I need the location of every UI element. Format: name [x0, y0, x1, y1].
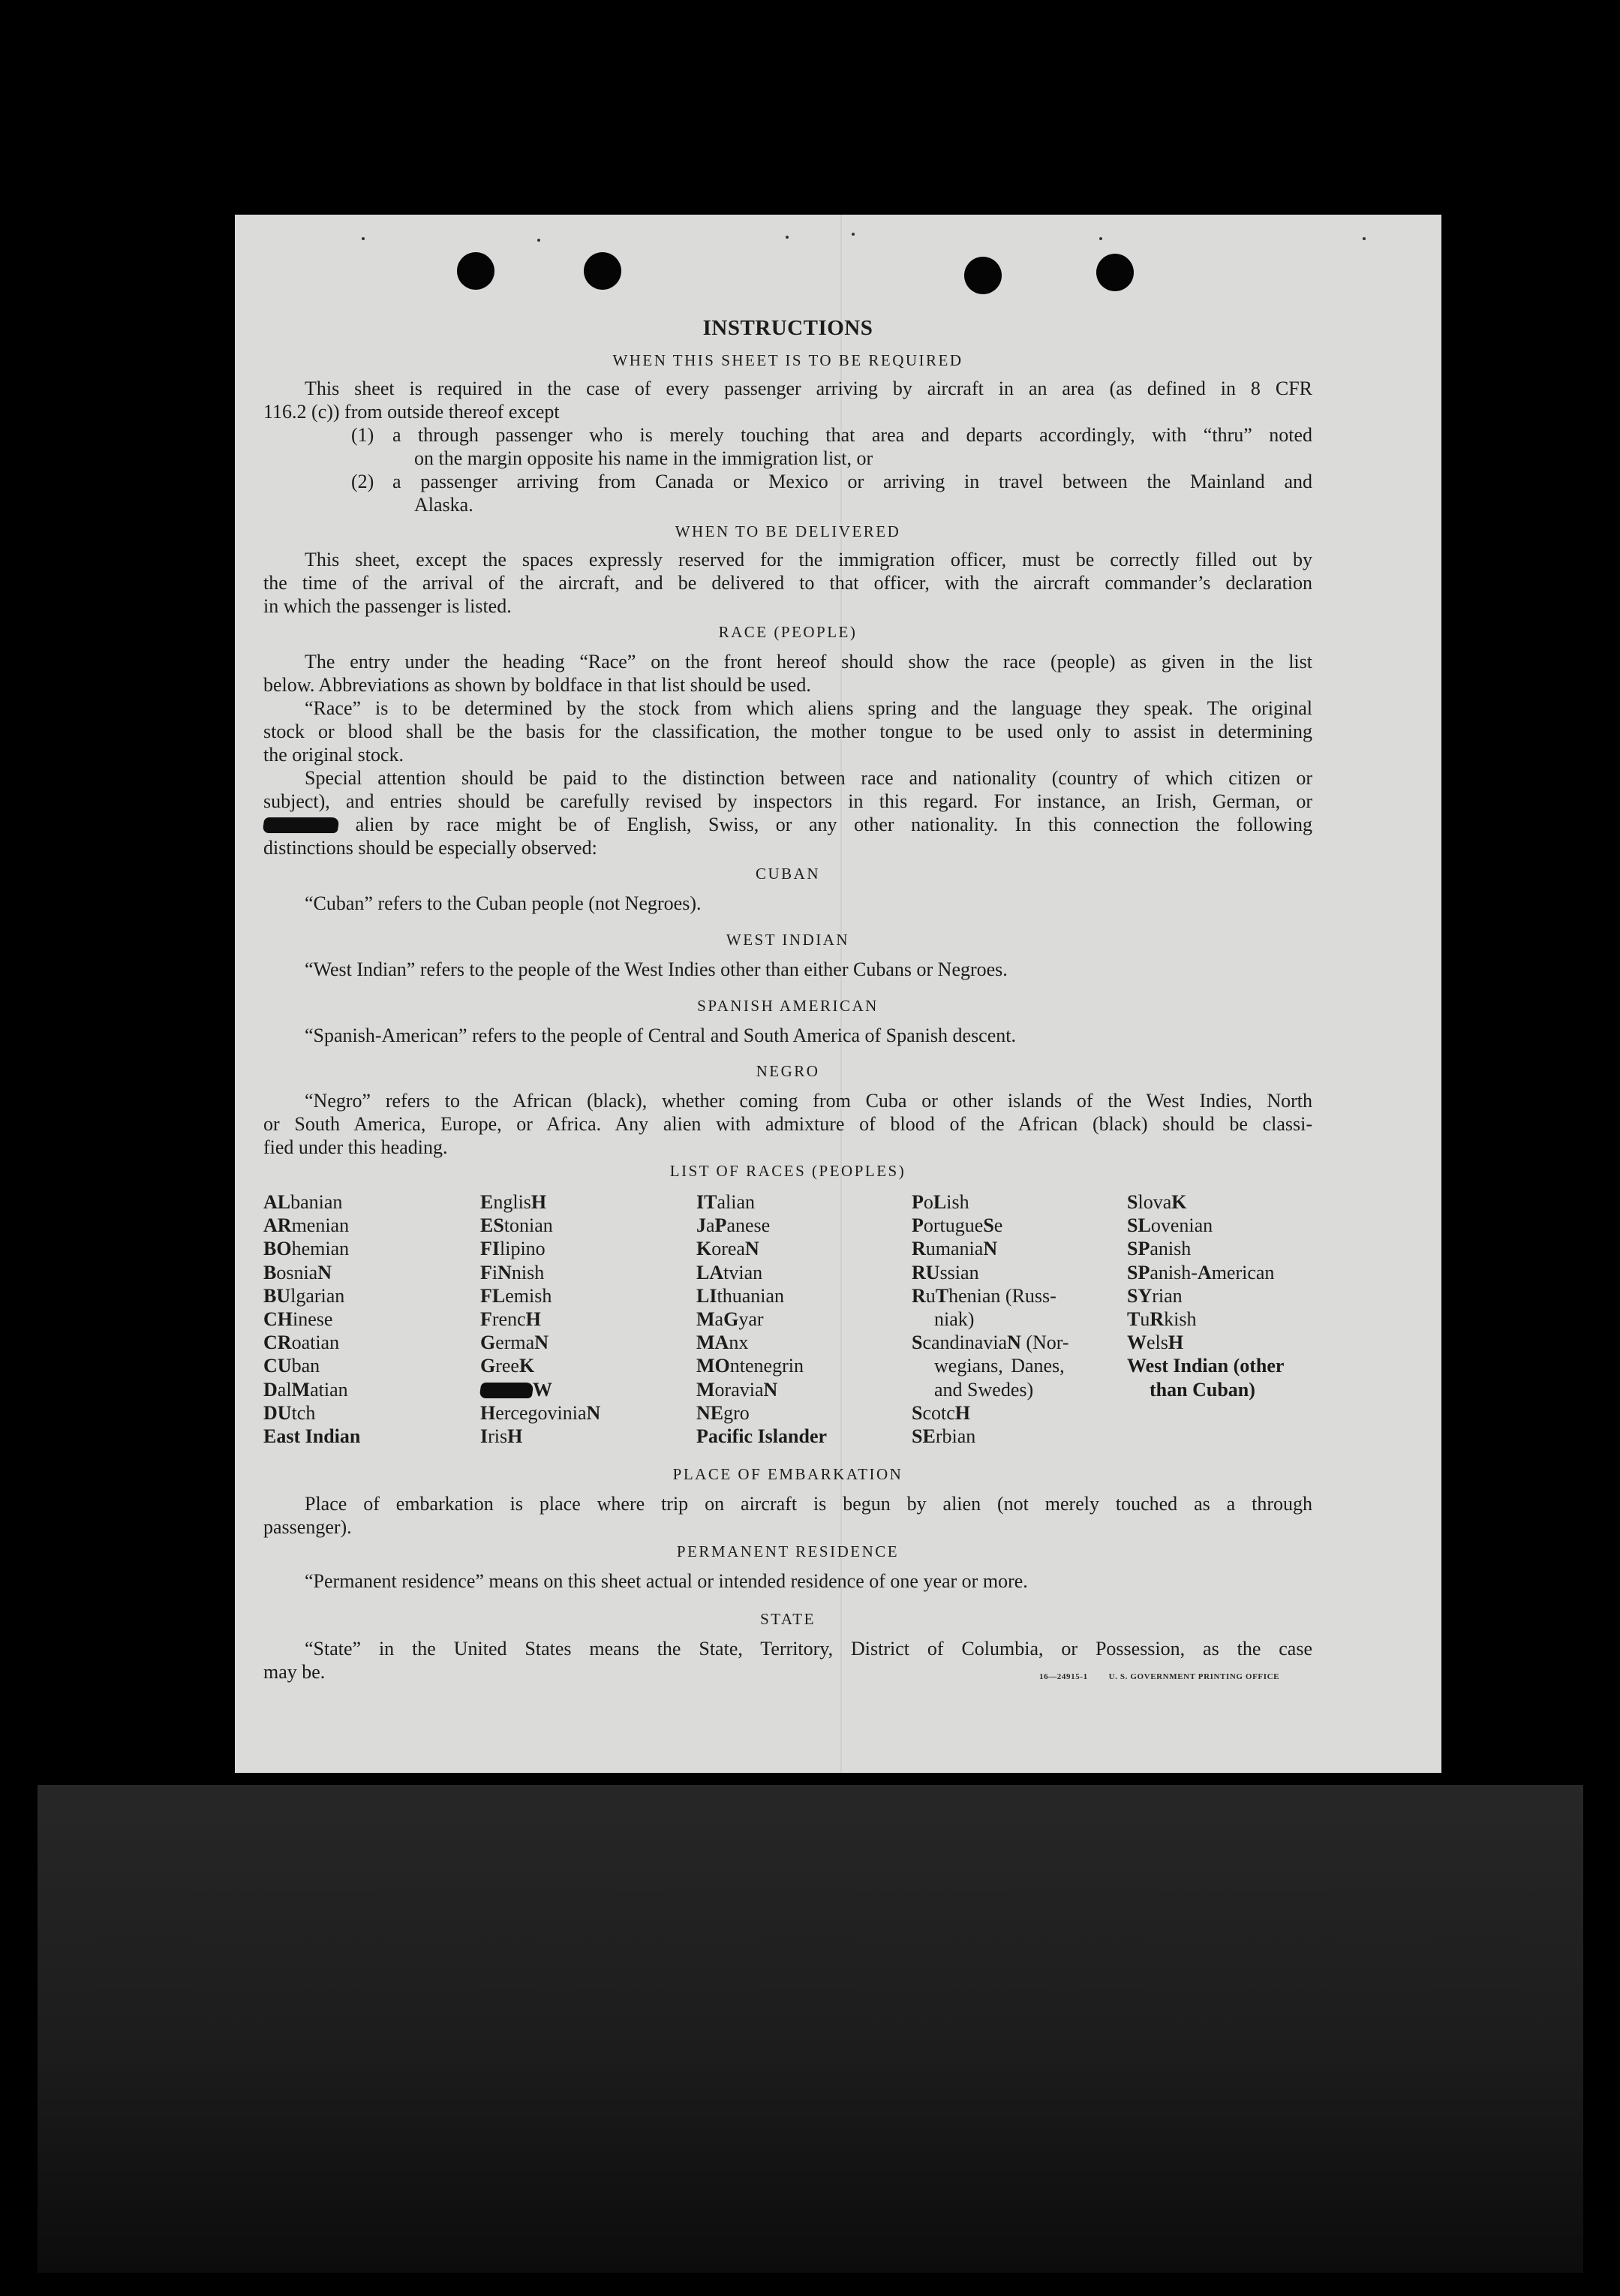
- section-heading-west-indian: WEST INDIAN: [726, 931, 850, 949]
- section-heading-embarkation: PLACE OF EMBARKATION: [672, 1465, 903, 1483]
- item-text: Alaska.: [414, 494, 473, 516]
- race-list-item: MOntenegrin: [696, 1355, 804, 1377]
- section-heading-list: LIST OF RACES (PEOPLES): [669, 1162, 906, 1180]
- race-list-item: LIthuanian: [696, 1284, 784, 1307]
- race-list-item: ALbanian: [263, 1191, 343, 1213]
- paragraph-text: alien by race might be of English, Swiss, or any other nationality. In this connection the following: [355, 814, 1313, 835]
- race-list-item-continuation: niak): [934, 1307, 975, 1330]
- scanner-background: [38, 1785, 1583, 2273]
- cuban-section: [263, 892, 1312, 915]
- form-number: 16—24915-1: [1039, 1672, 1088, 1681]
- race-list-item: JaPanese: [696, 1214, 771, 1237]
- paragraph-line: “West Indian” refers to the people of the West Indies other than either Cubans or Negroes.: [305, 958, 1008, 980]
- race-list-item: East Indian: [263, 1425, 361, 1447]
- race-list-item: SPanish: [1127, 1238, 1192, 1260]
- race-list-item: West Indian (other: [1127, 1355, 1285, 1377]
- race-section: [263, 650, 1312, 859]
- paragraph-line: “Negro” refers to the African (black), whether coming from Cuba or other islands of the West Indies, North: [305, 1090, 1312, 1112]
- race-list-item: SlovaK: [1127, 1191, 1187, 1213]
- race-list-item: MAnx: [696, 1332, 749, 1354]
- race-list-item: RumaniaN: [912, 1238, 998, 1260]
- race-list-column-1: [263, 1190, 477, 1448]
- race-list-item: SLovenian: [1127, 1214, 1213, 1237]
- race-list-item: SYrian: [1127, 1284, 1183, 1307]
- paragraph-line: “Permanent residence” means on this sheet actual or intended residence of one year or more.: [305, 1570, 1028, 1592]
- race-list-item: GreeK: [480, 1355, 535, 1377]
- race-list-item-text: W: [533, 1378, 552, 1401]
- race-list-column-3: [696, 1190, 910, 1448]
- paragraph-line: The entry under the heading “Race” on the front hereof should show the race (people) as given in the list: [305, 651, 1312, 673]
- race-list-item: WelsH: [1127, 1332, 1184, 1354]
- race-list-item: BosniaN: [263, 1261, 332, 1283]
- section-heading-required: WHEN THIS SHEET IS TO BE REQUIRED: [612, 351, 963, 369]
- negro-section: [263, 1089, 1312, 1159]
- race-list-item: KoreaN: [696, 1238, 759, 1260]
- section-heading-cuban: CUBAN: [755, 865, 820, 883]
- race-list-item: FrencH: [480, 1307, 541, 1330]
- item-number: (2): [351, 471, 374, 492]
- required-section: [263, 377, 1312, 516]
- item-text: a passenger arriving from Canada or Mexico or arriving in travel between the Mainland and: [392, 471, 1312, 492]
- paragraph-line: Special attention should be paid to the distinction between race and nationality (country of which citizen or: [305, 767, 1312, 789]
- race-list-item: CUban: [263, 1355, 320, 1377]
- race-list-item: RUssian: [912, 1261, 979, 1283]
- printer-name: U. S. GOVERNMENT PRINTING OFFICE: [1108, 1672, 1280, 1681]
- race-list-item: MoraviaN: [696, 1378, 778, 1401]
- race-list-item-redacted: [480, 1378, 694, 1401]
- race-list-item: GermaN: [480, 1332, 549, 1354]
- punch-hole: [964, 257, 1002, 294]
- paragraph-line: [263, 813, 1312, 836]
- document-title: INSTRUCTIONS: [702, 316, 873, 340]
- race-list-item: DUtch: [263, 1401, 316, 1424]
- paragraph-line: Place of embarkation is place where trip on aircraft is begun by alien (not merely touched as a through: [305, 1493, 1312, 1515]
- race-list-item: MaGyar: [696, 1307, 764, 1330]
- punch-hole: [1096, 254, 1134, 291]
- exception-item-1: [263, 423, 1312, 447]
- race-list-item: ScandinaviaN (Nor-: [912, 1332, 1069, 1354]
- race-list-item: FIlipino: [480, 1238, 546, 1260]
- paper-speck: [362, 237, 365, 240]
- race-list-item: FiNnish: [480, 1261, 545, 1283]
- paragraph-line: fied under this heading.: [263, 1136, 448, 1158]
- section-heading-residence: PERMANENT RESIDENCE: [676, 1542, 900, 1560]
- paragraph-line: or South America, Europe, or Africa. Any alien with admixture of blood of the African (black) should be classi-: [263, 1113, 1312, 1135]
- race-list-item: PortugueSe: [912, 1214, 1003, 1237]
- paragraph-line: 116.2 (c)) from outside thereof except: [263, 401, 560, 423]
- race-list-item: BUlgarian: [263, 1284, 345, 1307]
- race-list-item: TuRkish: [1127, 1307, 1197, 1330]
- paragraph-line: stock or blood shall be the basis for the classification, the mother tongue to be used only to assist in determining: [263, 721, 1312, 742]
- race-list-item: HercegoviniaN: [480, 1401, 601, 1424]
- embarkation-section: [263, 1492, 1312, 1539]
- section-heading-delivered: WHEN TO BE DELIVERED: [675, 522, 901, 540]
- paper-speck: [786, 236, 789, 239]
- paragraph-line: subject), and entries should be carefully revised by inspectors in this regard. For instance, an Irish, German, or: [263, 790, 1312, 812]
- race-list-item: SErbian: [912, 1425, 976, 1447]
- race-list-item-continuation: than Cuban): [1150, 1378, 1255, 1401]
- paragraph-line: “Spanish-American” refers to the people of Central and South America of Spanish descent.: [305, 1025, 1016, 1046]
- race-list-item: IrisH: [480, 1425, 523, 1447]
- spanish-american-section: [263, 1024, 1312, 1047]
- race-list-item: RuThenian (Russ-: [912, 1284, 1056, 1307]
- paragraph-line: This sheet is required in the case of every passenger arriving by aircraft in an area (as defined in 8 CFR: [305, 378, 1312, 399]
- race-list-item: LAtvian: [696, 1261, 763, 1283]
- redaction-mark: [263, 817, 340, 833]
- race-list-item: ARmenian: [263, 1214, 350, 1237]
- section-heading-race: RACE (PEOPLE): [718, 623, 858, 641]
- paper-speck: [1363, 237, 1366, 240]
- race-list-item: DalMatian: [263, 1378, 348, 1401]
- race-list-item: EStonian: [480, 1214, 553, 1237]
- race-list-item: ITalian: [696, 1191, 755, 1213]
- race-list-item: CHinese: [263, 1307, 333, 1330]
- race-list-item: BOhemian: [263, 1238, 350, 1260]
- race-list-column-2: [480, 1190, 694, 1448]
- delivered-section: [263, 548, 1312, 618]
- race-list-item: SPanish-American: [1127, 1261, 1275, 1283]
- paragraph-line: below. Abbreviations as shown by boldface in that list should be used.: [263, 674, 811, 696]
- paragraph-line: “State” in the United States means the State, Territory, District of Columbia, or Possession, as the case: [305, 1638, 1312, 1660]
- paper-speck: [537, 239, 540, 242]
- race-list-item: FLemish: [480, 1284, 552, 1307]
- section-heading-negro: NEGRO: [756, 1062, 820, 1080]
- section-heading-spanish-american: SPANISH AMERICAN: [697, 997, 879, 1015]
- race-list-column-5: [1127, 1190, 1312, 1401]
- race-list-item: EnglisH: [480, 1191, 547, 1213]
- residence-section: [263, 1569, 1312, 1593]
- race-list-column-4: [912, 1190, 1126, 1448]
- redaction-mark: [479, 1383, 534, 1398]
- race-list-item: PoLish: [912, 1191, 969, 1213]
- paragraph-line: This sheet, except the spaces expressly reserved for the immigration officer, must be correctly filled out by: [305, 549, 1312, 570]
- paragraph-line: the time of the arrival of the aircraft, and be delivered to that officer, with the aircraft commander’s declaration: [263, 572, 1312, 594]
- west-indian-section: [263, 958, 1312, 981]
- paragraph-line: the original stock.: [263, 744, 404, 766]
- paragraph-line: in which the passenger is listed.: [263, 595, 512, 617]
- paragraph-line: may be.: [263, 1661, 326, 1683]
- paragraph-line: “Race” is to be determined by the stock from which aliens spring and the language they speak. The original: [305, 697, 1312, 719]
- item-number: (1): [351, 424, 374, 446]
- race-list-item-continuation: wegians, Danes,: [934, 1355, 1065, 1377]
- punch-hole: [457, 252, 494, 290]
- race-list-item-continuation: and Swedes): [934, 1378, 1034, 1401]
- paper-speck: [1099, 237, 1102, 240]
- printer-imprint: [1039, 1671, 1279, 1683]
- race-list-item: CRoatian: [263, 1332, 340, 1354]
- section-heading-state: STATE: [760, 1610, 816, 1628]
- item-text: on the margin opposite his name in the immigration list, or: [414, 447, 873, 469]
- paper-speck: [852, 233, 855, 236]
- race-list-item: Pacific Islander: [696, 1425, 828, 1447]
- race-list-item: ScotcH: [912, 1401, 971, 1424]
- punch-hole: [584, 252, 621, 290]
- exception-item-2: [263, 470, 1312, 493]
- paragraph-line: distinctions should be especially observed:: [263, 837, 597, 859]
- paragraph-line: passenger).: [263, 1516, 352, 1538]
- item-text: a through passenger who is merely touching that area and departs accordingly, with “thru” noted: [392, 424, 1312, 446]
- paragraph-line: “Cuban” refers to the Cuban people (not Negroes).: [305, 892, 702, 914]
- race-list-item: NEgro: [696, 1401, 750, 1424]
